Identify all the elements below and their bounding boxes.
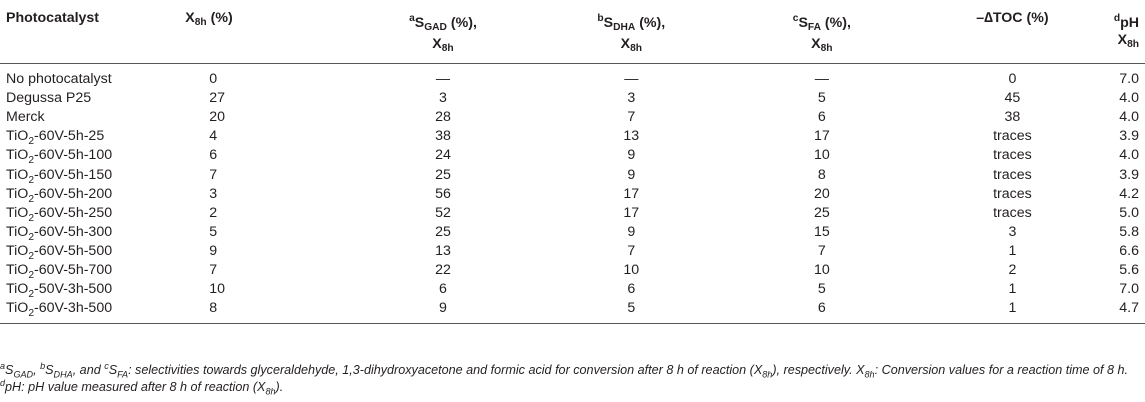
cell-sfa: 8 [817,166,826,183]
cell-sdha: 9 [627,166,636,183]
footnote-text: , [33,363,41,377]
cell-toc: 0 [1008,71,1017,88]
cell-photocatalyst [0,146,179,165]
cell-sgad: 24 [435,147,451,164]
column-header [727,4,917,64]
catalyst-subscript: 2 [28,231,35,243]
cell-sgad: 56 [435,185,451,202]
cell-sgad: 22 [435,261,451,278]
header-text: S [414,15,425,31]
table-body [0,64,1145,324]
cell-sdha: 6 [627,281,636,298]
cell-toc: traces [993,166,1032,183]
cell-x8h: 7 [209,166,218,183]
catalyst-name: TiO [6,300,29,317]
header-subscript: 8h [441,43,454,54]
cell-photocatalyst [0,165,179,184]
column-header [0,4,179,64]
cell-x8h: 9 [209,242,218,259]
cell-sgad: — [435,71,451,88]
cell-x8h: 0 [209,71,218,88]
cell-ph: 5.8 [1119,223,1139,240]
cell-photocatalyst [0,185,179,204]
cell-toc: traces [993,147,1032,164]
cell-x8h: 3 [209,185,218,202]
cell-sfa: 5 [817,281,826,298]
footnote-subscript: 8h [762,369,773,380]
footnote-text: ). [275,380,284,394]
cell-ph: 3.9 [1119,128,1139,145]
cell-ph: 5.6 [1119,261,1139,278]
cell-ph: 4.0 [1119,109,1139,126]
cell-sfa: 6 [817,300,826,317]
cell-toc: 38 [1004,109,1021,126]
cell-sdha: 7 [627,242,636,259]
cell-photocatalyst [0,108,179,127]
catalyst-name: Merck [6,109,45,126]
footnote-text: S [5,363,14,377]
header-subscript: 8h [820,43,833,54]
catalyst-name-rest: -60V-5h-300 [34,223,113,240]
catalyst-name-rest: -60V-5h-100 [34,147,113,164]
cell-ph: 5.0 [1119,204,1139,221]
catalyst-subscript: 2 [28,136,35,148]
table-row [0,185,1145,204]
results-table [0,4,1145,324]
header-superscript: a [409,13,415,24]
column-header [536,4,727,64]
catalyst-name-rest: -60V-5h-25 [34,128,105,145]
header-line2: X [620,36,631,52]
footnote-text: : Conversion values for a reaction time of 8 h. [874,363,1129,377]
catalyst-name: TiO [6,204,29,221]
cell-toc: 2 [1008,261,1017,278]
catalyst-subscript: 2 [28,174,35,186]
footnote-text: S [108,363,118,377]
cell-ph: 6.6 [1119,242,1139,259]
cell-ph: 4.2 [1119,185,1139,202]
catalyst-subscript: 2 [28,308,35,319]
cell-ph: 7.0 [1119,281,1139,298]
cell-toc: 1 [1008,242,1017,259]
cell-photocatalyst [0,261,179,280]
cell-sgad: 28 [435,109,451,126]
header-text-suffix: (%), [820,15,851,31]
header-subscript: 8h [194,17,207,28]
cell-sfa: 20 [813,185,830,202]
catalyst-subscript: 2 [28,193,35,205]
table-row [0,223,1145,242]
cell-toc: traces [993,185,1032,202]
cell-x8h: 6 [209,147,218,164]
cell-photocatalyst [0,127,179,146]
header-line2: X [432,36,442,52]
cell-x8h: 8 [209,300,218,317]
cell-sfa: — [814,71,829,88]
cell-sdha: 3 [627,90,636,107]
cell-ph: 4.0 [1119,147,1139,164]
cell-sgad: 13 [435,242,451,259]
header-text: pH X [1117,15,1139,48]
catalyst-name: Degussa P25 [6,90,92,107]
header-superscript: d [1113,13,1121,24]
table-row [0,204,1145,223]
header-row [0,4,1145,64]
cell-x8h: 20 [209,109,226,126]
table-row [0,89,1145,108]
catalyst-subscript: 2 [28,212,35,224]
table-row [0,261,1145,280]
footnote-superscript: d [0,377,6,388]
cell-photocatalyst [0,89,179,108]
catalyst-name-rest: -60V-5h-200 [34,185,113,202]
footnote-superscript: b [40,360,46,371]
cell-sdha: 5 [627,300,636,317]
cell-sdha: 17 [623,185,640,202]
cell-sgad: 9 [439,300,447,317]
header-subscript: 8h [1127,39,1139,50]
header-text: X [185,10,195,26]
catalyst-name: TiO [6,147,29,164]
cell-sdha: — [624,71,639,88]
catalyst-name-rest: -60V-3h-500 [34,300,113,317]
cell-sfa: 15 [813,223,830,240]
footnote-subscript: GAD [13,369,34,380]
table-row [0,146,1145,165]
catalyst-name-rest: -60V-5h-500 [34,242,113,259]
catalyst-subscript: 2 [28,250,35,262]
footnote-text: S [45,363,54,377]
table-footnote [0,362,1140,396]
cell-toc: traces [993,204,1032,221]
catalyst-name-rest: -60V-5h-150 [34,166,113,183]
cell-x8h: 5 [209,223,218,240]
cell-sfa: 10 [813,147,830,164]
header-text-suffix: (%) [206,10,233,26]
table-row [0,299,1145,324]
cell-photocatalyst [0,223,179,242]
cell-x8h: 10 [209,281,226,298]
header-superscript: b [597,13,604,24]
cell-sdha: 7 [627,109,636,126]
header-text-suffix: (%), [635,15,666,31]
cell-sfa: 6 [817,109,826,126]
catalyst-name: TiO [6,128,29,145]
catalyst-name-rest: -50V-3h-500 [34,281,113,298]
column-header [917,4,1108,64]
cell-sfa: 7 [817,242,826,259]
table-row [0,242,1145,261]
header-line2: X [811,36,821,52]
cell-sgad: 25 [435,223,451,240]
header-text: S [603,15,614,31]
cell-sdha: 17 [623,204,640,221]
column-header [179,4,350,64]
catalyst-name: TiO [6,281,29,298]
cell-toc: 1 [1008,300,1017,317]
footnote-text: : selectivities towards glyceraldehyde, 1,3-dihydroxyacetone and formic acid for conversion after 8 h of reaction (X [128,363,763,377]
header-subscript: FA [807,22,821,33]
column-header [1108,4,1145,64]
catalyst-name: No photocatalyst [6,71,112,88]
cell-sgad: 25 [435,166,451,183]
catalyst-name-rest: -60V-5h-250 [34,204,113,221]
catalyst-name: TiO [6,166,29,183]
footnote-text: pH: pH value measured after 8 h of reaction (X [5,380,266,394]
cell-sgad: 38 [435,128,451,145]
table-row [0,64,1145,90]
cell-sfa: 17 [813,128,830,145]
cell-sfa: 25 [813,204,830,221]
catalyst-name-rest: -60V-5h-700 [34,261,113,278]
cell-photocatalyst [0,280,179,299]
catalyst-subscript: 2 [28,269,35,281]
cell-toc: 3 [1008,223,1017,240]
cell-x8h: 7 [209,261,218,278]
header-text: –∆TOC (%) [976,10,1049,26]
catalyst-name: TiO [6,261,29,278]
cell-ph: 3.9 [1119,166,1139,183]
cell-x8h: 2 [209,204,218,221]
footnote-text: , and [72,363,105,377]
cell-ph: 4.7 [1119,300,1139,317]
cell-sdha: 13 [623,128,640,145]
header-subscript: DHA [613,22,636,33]
cell-sdha: 9 [627,223,636,240]
catalyst-name: TiO [6,242,29,259]
cell-toc: traces [993,128,1032,145]
footnote-superscript: a [0,360,6,371]
table-row [0,165,1145,184]
cell-sfa: 10 [813,261,830,278]
cell-ph: 4.0 [1119,90,1139,107]
table-header [0,4,1145,64]
cell-ph: 7.0 [1119,71,1139,88]
header-text: S [798,15,808,31]
column-header [350,4,536,64]
cell-x8h: 4 [209,128,218,145]
footnote-subscript: DHA [53,369,73,380]
catalyst-subscript: 2 [28,155,35,167]
catalyst-name: TiO [6,185,29,202]
header-text-suffix: (%), [446,15,477,31]
table-row [0,280,1145,299]
cell-sgad: 6 [439,281,447,298]
cell-photocatalyst [0,299,179,324]
footnote-subscript: 8h [265,386,276,397]
cell-toc: 1 [1008,281,1017,298]
cell-sdha: 10 [623,261,640,278]
header-text: Photocatalyst [6,10,100,26]
cell-sfa: 5 [817,90,826,107]
catalyst-name: TiO [6,223,29,240]
table-row [0,127,1145,146]
header-subscript: GAD [424,22,447,33]
footnote-text: ), respectively. X [772,363,865,377]
catalyst-subscript: 2 [28,288,35,300]
table-row [0,108,1145,127]
cell-sgad: 52 [435,204,451,221]
cell-toc: 45 [1004,90,1021,107]
footnote-subscript: 8h [864,369,875,380]
cell-sdha: 9 [627,147,636,164]
footnote-superscript: c [104,360,109,371]
cell-sgad: 3 [439,90,447,107]
header-superscript: c [792,13,799,24]
cell-photocatalyst [0,64,179,90]
header-subscript: 8h [630,43,643,54]
cell-photocatalyst [0,204,179,223]
cell-x8h: 27 [209,90,226,107]
footnote-subscript: FA [117,369,129,380]
cell-photocatalyst [0,242,179,261]
